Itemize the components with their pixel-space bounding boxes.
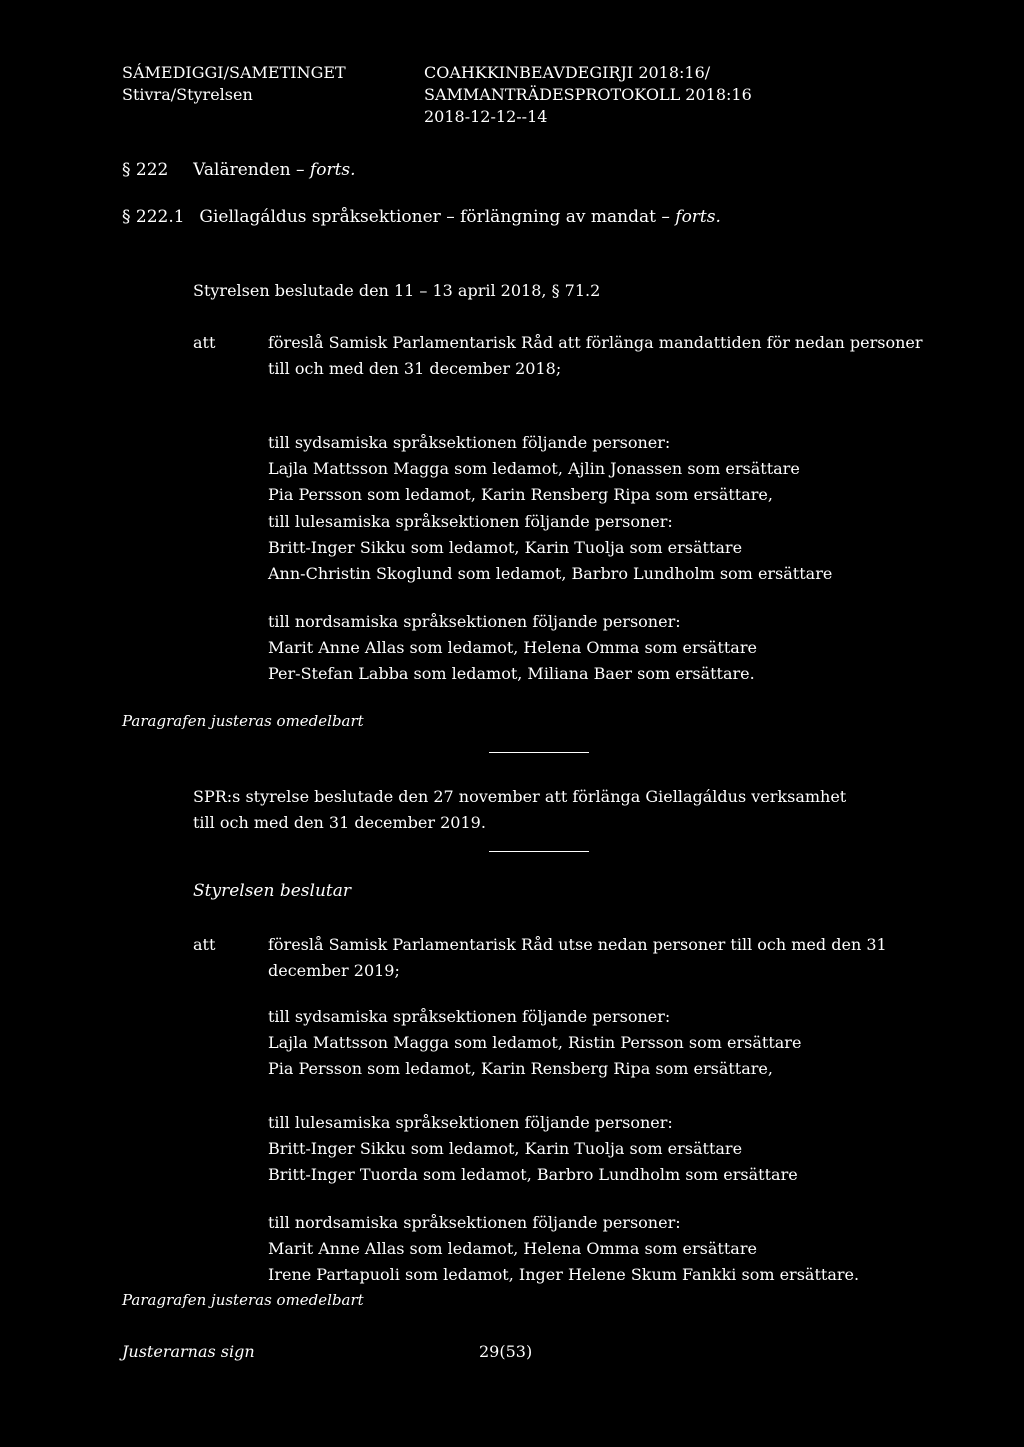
subsection-forts: – forts. [661,207,721,227]
group-heading: till nordsamiska språksektionen följande personer: [268,612,681,631]
prior-justification-note: Paragrafen justeras omedelbart [122,712,364,730]
prior-decision-text: föreslå Samisk Parlamentarisk Råd att förlänga mandattiden för nedan personer till och med den 31 december 2018; [268,333,923,378]
decision-group-lulesamiska [268,1110,798,1188]
section-heading [122,160,356,180]
divider-top [489,752,589,753]
member-line: Ann-Christin Skoglund som ledamot, Barbro Lundholm som ersättare [268,564,833,583]
group-heading: till nordsamiska språksektionen följande personer: [268,1213,681,1232]
signature-label: Justerarnas sign [122,1342,255,1361]
subsection-title: Giellagáldus språksektioner – förlängning av mandat [199,207,656,227]
member-line: Marit Anne Allas som ledamot, Helena Omma som ersättare [268,1239,757,1258]
member-line: Per-Stefan Labba som ledamot, Miliana Baer som ersättare. [268,664,755,683]
org-line-2: Stivra/Styrelsen [122,85,253,104]
page-number: 29(53) [479,1342,533,1361]
prior-group-sydsamiska [268,430,800,508]
member-line: Britt-Inger Tuorda som ledamot, Barbro Lundholm som ersättare [268,1165,798,1184]
member-line: Lajla Mattsson Magga som ledamot, Ristin Persson som ersättare [268,1033,802,1052]
member-line: Marit Anne Allas som ledamot, Helena Omma som ersättare [268,638,757,657]
org-line-1: SÁMEDIGGI/SAMETINGET [122,63,346,82]
decision-text: föreslå Samisk Parlamentarisk Råd utse nedan personer till och med den 31 december 2019; [268,935,887,980]
section-title: Valärenden [193,160,291,180]
divider-bottom [489,851,589,852]
member-line: Irene Partapuoli som ledamot, Inger Helene Skum Fankki som ersättare. [268,1265,860,1284]
prior-att-label: att [193,333,216,352]
org-name [122,62,346,106]
prior-group-nordsamiska [268,609,757,687]
doc-line-2: SAMMANTRÄDESPROTOKOLL 2018:16 [424,85,752,104]
decision-att-label: att [193,935,216,954]
subsection-heading [122,207,721,227]
decision-group-nordsamiska [268,1210,859,1288]
doc-line-3: 2018-12-12--14 [424,107,548,126]
prior-decision-intro: Styrelsen beslutade den 11 – 13 april 2018, § 71.2 [193,281,601,300]
group-heading: till sydsamiska språksektionen följande personer: [268,433,671,452]
doc-line-1: COAHKKINBEAVDEGIRJI 2018:16/ [424,63,711,82]
member-line: Lajla Mattsson Magga som ledamot, Ajlin Jonassen som ersättare [268,459,800,478]
section-number: § 222 [122,160,169,180]
group-heading: till sydsamiska språksektionen följande personer: [268,1007,671,1026]
member-line: Britt-Inger Sikku som ledamot, Karin Tuolja som ersättare [268,538,743,557]
decision-group-sydsamiska [268,1004,801,1082]
decision-justification-note: Paragrafen justeras omedelbart [122,1291,364,1309]
member-line: Britt-Inger Sikku som ledamot, Karin Tuolja som ersättare [268,1139,743,1158]
member-line: Pia Persson som ledamot, Karin Rensberg Ripa som ersättare, [268,1059,773,1078]
document-id [424,62,752,128]
subsection-number: § 222.1 [122,207,185,227]
group-heading: till lulesamiska språksektionen följande personer: [268,512,673,531]
prior-group-lulesamiska [268,509,832,587]
member-line: Pia Persson som ledamot, Karin Rensberg Ripa som ersättare, [268,485,773,504]
group-heading: till lulesamiska språksektionen följande personer: [268,1113,673,1132]
spr-note: SPR:s styrelse beslutade den 27 november att förlänga Giellagáldus verksamhet till och med den 31 december 2019. [193,787,847,832]
decision-heading: Styrelsen beslutar [193,881,351,901]
section-forts: – forts. [296,160,356,180]
